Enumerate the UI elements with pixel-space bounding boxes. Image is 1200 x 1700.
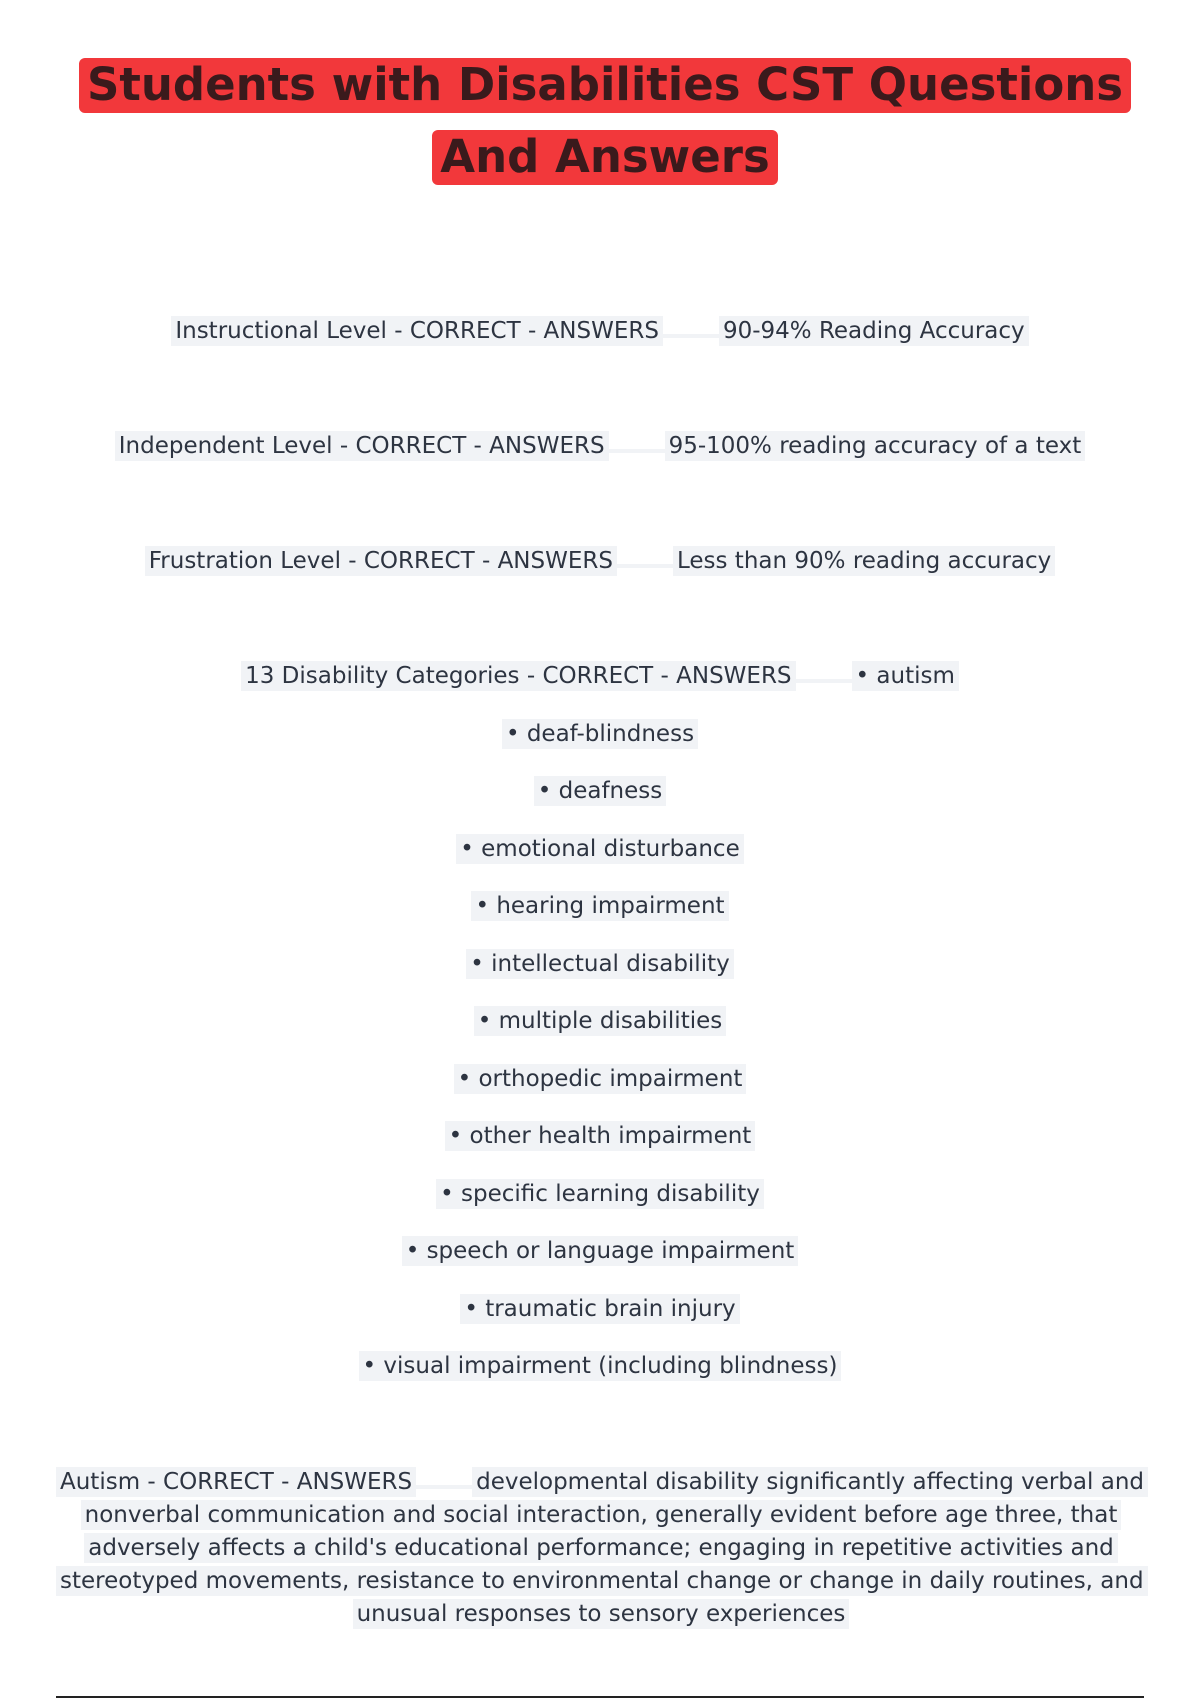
qa-independent-level [0,430,1200,462]
category-item: • specific learning disability [436,1179,764,1209]
category-item-row [0,890,1200,922]
qa-disability-categories [0,660,1200,692]
category-item: • traumatic brain injury [460,1294,739,1324]
category-item-row [0,1120,1200,1152]
category-item: • multiple disabilities [474,1006,727,1036]
category-item: • other health impairment [445,1121,756,1151]
page-divider [56,1696,1144,1698]
category-item: • intellectual disability [466,949,733,979]
qa-term: Autism - CORRECT - ANSWERS [56,1467,416,1497]
page-title-text: Students with Disabilities CST Questions And Answers [79,58,1131,185]
category-item: • orthopedic impairment [454,1064,747,1094]
qa-term: 13 Disability Categories - CORRECT - ANSWERS [241,661,795,691]
category-item: • speech or language impairment [402,1236,799,1266]
category-item-row [0,1005,1200,1037]
category-item-row [0,1293,1200,1325]
page-title [60,54,1150,198]
category-item: • deaf-blindness [502,719,698,749]
qa-answer: developmental disability significantly affecting verbal and nonverbal communication and social interaction, generally evident before age three, that adversely affects a child's educational performance; engaging in repetitive activities and stereotyped movements, resistance to environmental change or change in daily routines, and unusual responses to sensory experiences [56,1467,1148,1629]
category-item-row [0,1235,1200,1267]
category-item-row [0,775,1200,807]
qa-frustration-level [0,545,1200,577]
qa-answer: 95-100% reading accuracy of a text [665,431,1086,461]
category-item: • visual impairment (including blindness) [359,1351,842,1381]
category-item-row [0,948,1200,980]
category-item-row [0,1178,1200,1210]
category-item-row [0,1063,1200,1095]
qa-autism [56,1466,1146,1631]
category-item-row [0,718,1200,750]
category-item: • autism [852,661,959,691]
qa-instructional-level [0,315,1200,347]
qa-answer: 90-94% Reading Accuracy [719,316,1029,346]
qa-term: Frustration Level - CORRECT - ANSWERS [145,546,617,576]
qa-term: Independent Level - CORRECT - ANSWERS [115,431,609,461]
category-item: • deafness [534,776,667,806]
category-item-row [0,1350,1200,1382]
qa-answer: Less than 90% reading accuracy [673,546,1055,576]
category-item-row [0,833,1200,865]
category-item: • hearing impairment [471,891,728,921]
category-item: • emotional disturbance [456,834,743,864]
qa-term: Instructional Level - CORRECT - ANSWERS [171,316,663,346]
